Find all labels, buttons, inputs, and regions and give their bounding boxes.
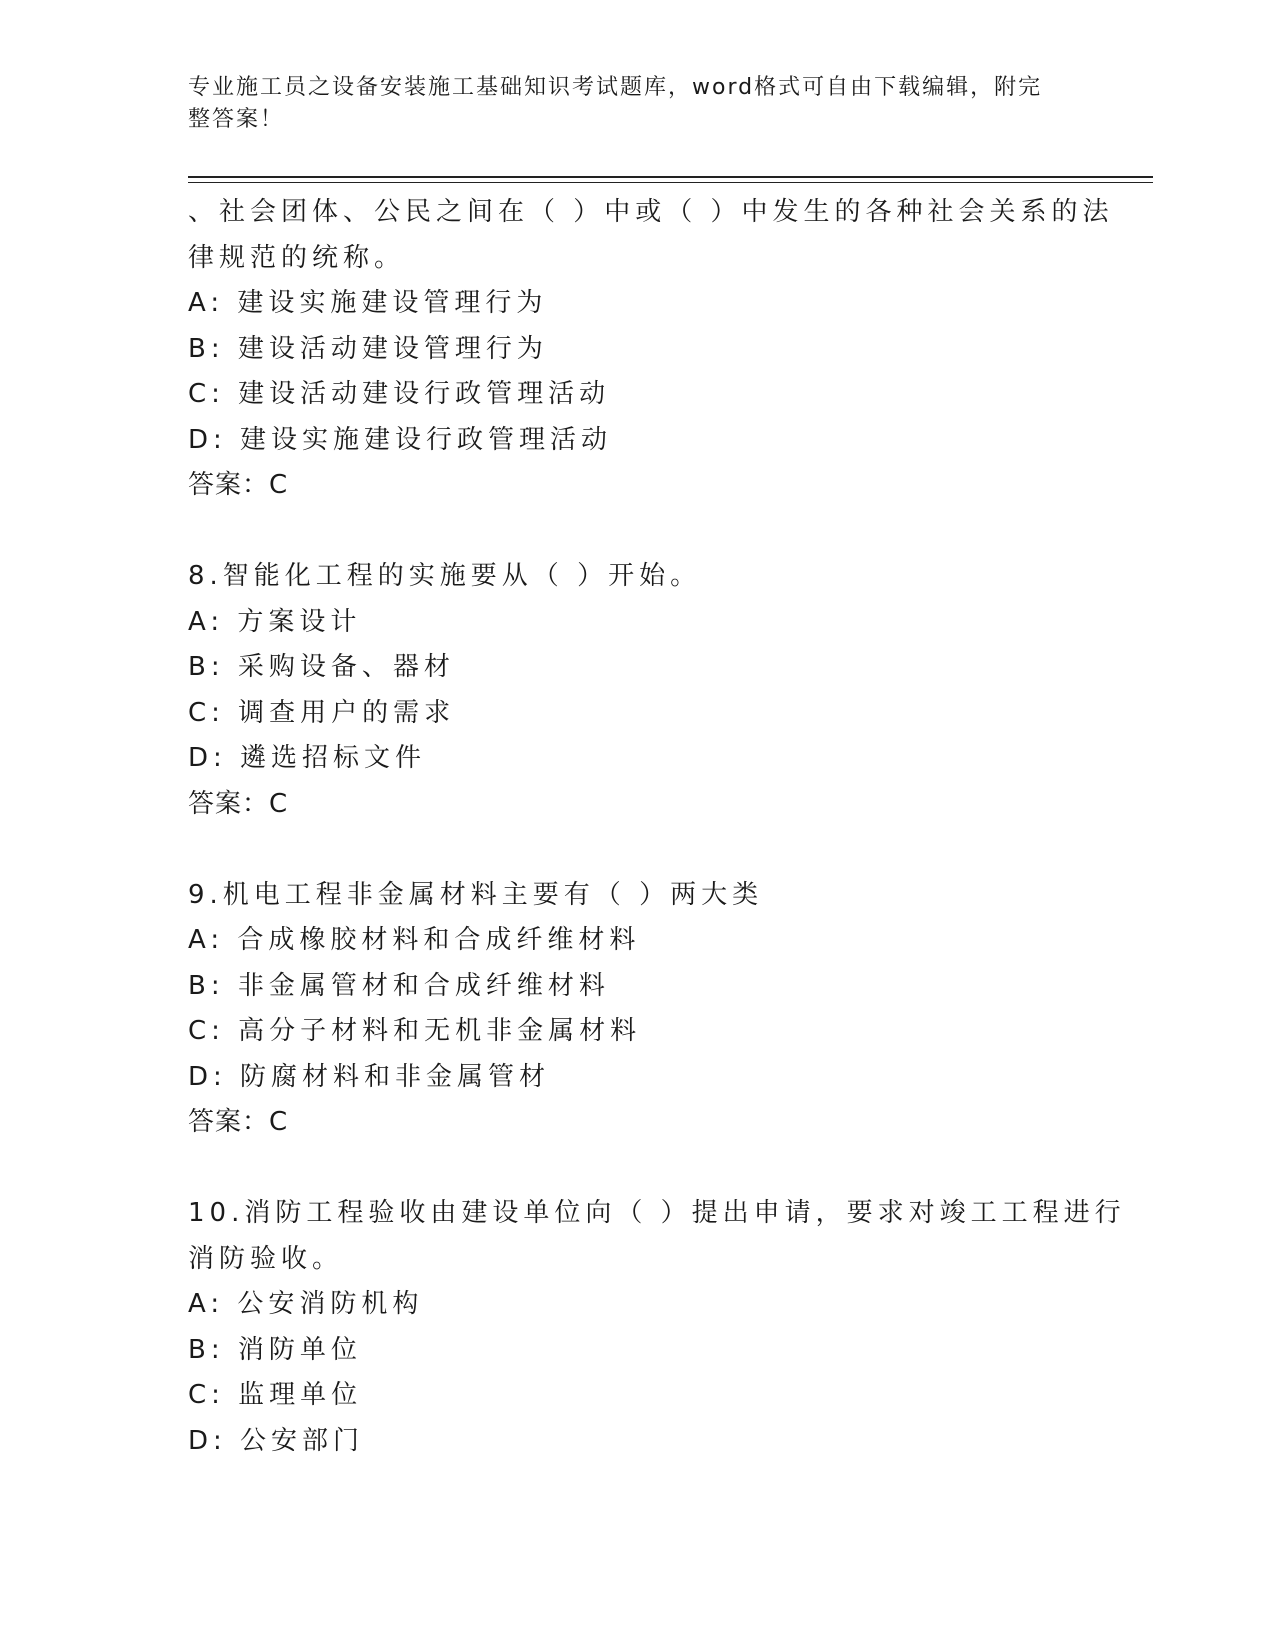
header-divider-thin [188,182,1153,183]
question-9-text: 9.机电工程非金属材料主要有（ ）两大类 [188,879,764,910]
question-10-option-c: C: 监理单位 [188,1380,363,1410]
question-9-option-a: A: 合成橡胶材料和合成纤维材料 [188,925,641,955]
question-8-option-a: A: 方案设计 [188,606,362,637]
question-10-option-d: D: 公安部门 [188,1425,365,1456]
question-7-option-a: A: 建设实施建设管理行为 [188,288,548,318]
question-spacer [188,509,1068,555]
document-header [188,72,1068,136]
question-list [188,190,1126,1464]
question-9-answer: 答案：C [188,1107,289,1137]
question-7-option-c: C: 建设活动建设行政管理活动 [188,379,611,409]
question-8-option-d: D: 遴选招标文件 [188,743,427,773]
question-spacer [188,1146,1068,1192]
question-8-option-c: C: 调查用户的需求 [188,697,456,728]
question-10-text-line-2: 消防验收。 [188,1243,344,1274]
question-8-answer: 答案：C [188,788,289,819]
question-8 [188,554,1068,827]
question-7-text-line-1: 、社会团体、公民之间在（ ）中或（ ）中发生的各种社会关系的法 [188,197,1114,227]
question-7-answer: 答案：C [188,470,289,500]
question-7-option-b: B: 建设活动建设管理行为 [188,333,548,364]
question-9-option-d: D: 防腐材料和非金属管材 [188,1061,551,1092]
question-7 [188,190,1114,509]
question-10-text-line-1: 10.消防工程验收由建设单位向（ ）提出申请，要求对竣工工程进行 [188,1198,1126,1228]
question-7-option-d: D: 建设实施建设行政管理活动 [188,424,613,455]
question-8-text: 8.智能化工程的实施要从（ ）开始。 [188,561,702,591]
question-9 [188,873,1068,1146]
question-8-option-b: B: 采购设备、器材 [188,652,455,682]
header-divider-thick [188,176,1153,178]
header-title-line-2: 整答案！ [188,107,285,132]
header-title-line-1: 专业施工员之设备安装施工基础知识考试题库，word格式可自由下载编辑，附完 [188,75,1043,100]
question-7-text-line-2: 律规范的统称。 [188,242,406,273]
question-10-option-b: B: 消防单位 [188,1334,362,1365]
question-10 [188,1191,1126,1464]
question-10-option-a: A: 公安消防机构 [188,1289,424,1319]
question-9-option-b: B: 非金属管材和合成纤维材料 [188,970,610,1001]
question-9-option-c: C: 高分子材料和无机非金属材料 [188,1016,642,1046]
question-spacer [188,827,1068,873]
